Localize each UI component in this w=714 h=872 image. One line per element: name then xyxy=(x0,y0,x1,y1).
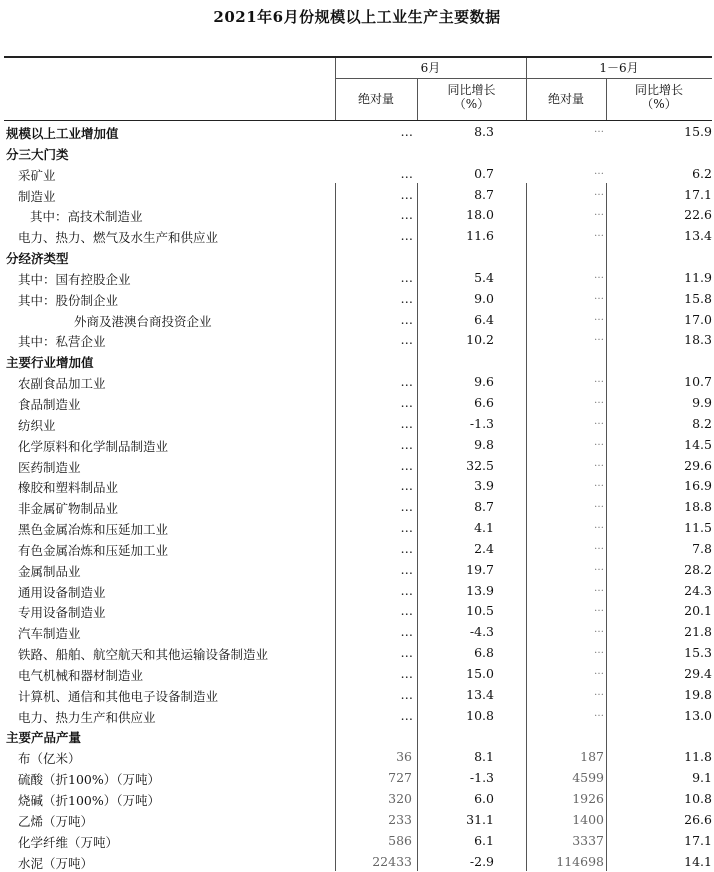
cell-abs-june: … xyxy=(400,228,412,244)
header-abs-1: 绝对量 xyxy=(357,92,394,106)
row-label: 食品制造业 xyxy=(18,396,81,412)
cell-yoy-june: 19.7 xyxy=(466,561,494,577)
cell-yoy-ytd: 9.1 xyxy=(692,770,712,786)
cell-yoy-ytd: 15.8 xyxy=(684,290,712,306)
cell-yoy-ytd: 28.2 xyxy=(684,561,712,577)
cell-yoy-ytd: 17.1 xyxy=(684,832,712,848)
table-row xyxy=(4,767,712,788)
cell-yoy-june: 8.7 xyxy=(474,186,494,202)
table-row xyxy=(4,455,712,476)
cell-abs-june: 320 xyxy=(388,791,412,806)
cell-abs-ytd: 3337 xyxy=(572,832,604,848)
table-row xyxy=(4,142,712,163)
row-label: 有色金属冶炼和压延加工业 xyxy=(18,542,169,558)
table-row xyxy=(4,392,712,413)
row-label: 电力、热力生产和供应业 xyxy=(18,709,156,725)
table-row xyxy=(4,246,712,267)
cell-yoy-ytd: 22.6 xyxy=(684,207,712,223)
cell-yoy-june: -4.3 xyxy=(469,624,494,640)
cell-abs-june: … xyxy=(400,561,412,577)
cell-yoy-ytd: 14.5 xyxy=(684,436,712,452)
cell-yoy-ytd: 17.1 xyxy=(684,186,712,202)
cell-abs-june: 36 xyxy=(396,749,412,765)
cell-yoy-june: -1.3 xyxy=(469,415,494,431)
cell-yoy-ytd: 18.3 xyxy=(684,332,712,348)
row-label: 其中：高技术制造业 xyxy=(30,209,143,225)
cell-yoy-ytd: 10.7 xyxy=(684,374,712,390)
row-label: 主要产品产量 xyxy=(6,730,82,746)
row-label: 橡胶和塑料制品业 xyxy=(18,480,119,496)
table-row xyxy=(4,580,712,601)
cell-yoy-june: 10.2 xyxy=(466,332,494,348)
cell-abs-june: … xyxy=(400,415,412,431)
row-label: 化学纤维（万吨） xyxy=(18,834,119,850)
cell-abs-ytd: … xyxy=(594,124,604,135)
cell-abs-ytd: … xyxy=(594,228,604,240)
cell-abs-june: 22433 xyxy=(372,853,412,869)
cell-abs-ytd: 114698 xyxy=(556,853,604,869)
row-label: 通用设备制造业 xyxy=(18,584,106,600)
row-label: 布（亿米） xyxy=(18,751,81,767)
table-header xyxy=(4,56,712,121)
table-row xyxy=(4,663,712,684)
table-row xyxy=(4,163,712,184)
cell-yoy-ytd: 7.8 xyxy=(692,540,712,556)
cell-abs-ytd: … xyxy=(594,603,604,615)
table-row xyxy=(4,642,712,663)
cell-abs-june: 233 xyxy=(388,811,412,827)
cell-abs-june: … xyxy=(400,582,412,598)
cell-abs-ytd: … xyxy=(594,540,604,552)
cell-abs-ytd: … xyxy=(594,686,604,698)
cell-yoy-june: 13.4 xyxy=(466,686,494,702)
row-label: 制造业 xyxy=(18,188,56,204)
table-row xyxy=(4,538,712,559)
cell-yoy-ytd: 11.9 xyxy=(684,269,712,285)
table-row xyxy=(4,809,712,830)
cell-abs-ytd: … xyxy=(594,415,604,427)
header-abs-2: 绝对量 xyxy=(547,92,584,106)
row-label: 汽车制造业 xyxy=(18,626,81,642)
table-row xyxy=(4,705,712,726)
row-label: 农副食品加工业 xyxy=(18,376,106,392)
cell-yoy-june: 32.5 xyxy=(466,457,494,473)
cell-yoy-june: 9.8 xyxy=(474,436,494,452)
cell-yoy-ytd: 8.2 xyxy=(692,415,712,431)
cell-abs-ytd: … xyxy=(594,207,604,219)
table-row xyxy=(4,371,712,392)
cell-abs-ytd: … xyxy=(594,374,604,386)
header-june: 6月 xyxy=(420,61,441,75)
cell-abs-june: … xyxy=(400,499,412,515)
table-row xyxy=(4,725,712,746)
cell-abs-ytd: 187 xyxy=(580,749,604,765)
cell-abs-ytd: … xyxy=(594,165,604,177)
cell-abs-june: … xyxy=(400,290,412,306)
cell-abs-ytd: … xyxy=(594,186,604,198)
cell-yoy-june: 0.7 xyxy=(474,165,494,181)
table-row xyxy=(4,559,712,580)
cell-abs-june: … xyxy=(400,186,412,202)
cell-abs-ytd: … xyxy=(594,561,604,573)
row-label: 其中：国有控股企业 xyxy=(18,271,131,287)
cell-yoy-ytd: 21.8 xyxy=(684,624,712,640)
table-row xyxy=(4,851,712,872)
cell-yoy-june: -1.3 xyxy=(469,770,494,786)
cell-abs-ytd: … xyxy=(594,520,604,532)
cell-yoy-ytd: 16.9 xyxy=(684,478,712,494)
cell-abs-ytd: … xyxy=(594,457,604,469)
row-label: 采矿业 xyxy=(18,167,56,183)
cell-yoy-ytd: 13.0 xyxy=(684,707,712,723)
cell-yoy-june: 2.4 xyxy=(474,540,494,556)
cell-yoy-june: 10.8 xyxy=(466,707,494,723)
cell-abs-june: … xyxy=(400,645,412,661)
cell-abs-ytd: … xyxy=(594,665,604,677)
cell-yoy-june: 8.1 xyxy=(474,749,494,765)
cell-abs-june: … xyxy=(400,332,412,348)
cell-abs-june: … xyxy=(400,124,412,139)
table-row xyxy=(4,746,712,767)
cell-yoy-june: 10.5 xyxy=(466,603,494,619)
row-label: 黑色金属冶炼和压延加工业 xyxy=(18,522,169,538)
cell-yoy-ytd: 14.1 xyxy=(684,853,712,869)
table-row xyxy=(4,329,712,350)
table-row xyxy=(4,788,712,809)
row-label: 外商及港澳台商投资企业 xyxy=(74,313,212,329)
table-row xyxy=(4,350,712,371)
row-label: 医药制造业 xyxy=(18,459,81,475)
row-label: 金属制品业 xyxy=(18,563,81,579)
row-label: 非金属矿物制品业 xyxy=(18,501,119,517)
cell-abs-ytd: … xyxy=(594,478,604,490)
row-label: 水泥（万吨） xyxy=(18,855,94,871)
cell-abs-ytd: … xyxy=(594,394,604,406)
cell-abs-june: … xyxy=(400,207,412,223)
row-label: 专用设备制造业 xyxy=(18,605,106,621)
table-row xyxy=(4,517,712,538)
row-label: 电气机械和器材制造业 xyxy=(18,667,144,683)
table-row xyxy=(4,413,712,434)
row-label: 乙烯（万吨） xyxy=(18,813,94,829)
row-label: 分经济类型 xyxy=(6,251,69,267)
row-label: 其中：私营企业 xyxy=(18,334,106,350)
cell-yoy-june: 31.1 xyxy=(466,811,494,827)
row-label: 纺织业 xyxy=(18,417,56,433)
row-label: 主要行业增加值 xyxy=(6,355,94,371)
header-jan-june: 1－6月 xyxy=(599,61,639,75)
cell-yoy-ytd: 6.2 xyxy=(692,165,712,181)
cell-abs-ytd: … xyxy=(594,645,604,657)
cell-abs-june: … xyxy=(400,707,412,723)
cell-abs-ytd: 1400 xyxy=(572,811,604,827)
table-body xyxy=(4,121,712,871)
table-row xyxy=(4,496,712,517)
cell-yoy-june: 9.6 xyxy=(474,374,494,390)
cell-abs-june: … xyxy=(400,478,412,494)
page-title: 2021年6月份规模以上工业生产主要数据 xyxy=(213,8,501,26)
cell-abs-june: … xyxy=(400,520,412,536)
cell-abs-june: … xyxy=(400,394,412,410)
row-label: 其中：股份制企业 xyxy=(18,292,119,308)
cell-abs-june: … xyxy=(400,374,412,390)
cell-yoy-ytd: 11.5 xyxy=(684,520,712,536)
cell-abs-ytd: … xyxy=(594,311,604,323)
cell-abs-june: … xyxy=(400,269,412,285)
cell-yoy-june: 13.9 xyxy=(466,582,494,598)
cell-yoy-ytd: 29.6 xyxy=(684,457,712,473)
header-yoy-2: 同比增长 （%） xyxy=(634,83,683,111)
cell-abs-june: … xyxy=(400,624,412,640)
cell-yoy-ytd: 9.9 xyxy=(692,394,712,410)
row-label: 计算机、通信和其他电子设备制造业 xyxy=(18,688,219,704)
cell-yoy-june: 18.0 xyxy=(466,207,494,223)
cell-yoy-ytd: 17.0 xyxy=(684,311,712,327)
cell-yoy-june: 6.1 xyxy=(474,832,494,848)
cell-yoy-june: 6.6 xyxy=(474,394,494,410)
row-label: 分三大门类 xyxy=(6,146,69,162)
row-label: 硫酸（折100%）（万吨） xyxy=(18,772,160,788)
cell-yoy-ytd: 10.8 xyxy=(684,791,712,806)
cell-abs-ytd: … xyxy=(594,582,604,594)
cell-yoy-ytd: 19.8 xyxy=(684,686,712,702)
table-row xyxy=(4,267,712,288)
data-table xyxy=(4,56,712,871)
cell-yoy-ytd: 26.6 xyxy=(684,811,712,827)
table-row xyxy=(4,288,712,309)
cell-abs-ytd: 4599 xyxy=(572,770,604,786)
cell-abs-june: … xyxy=(400,457,412,473)
cell-yoy-june: 6.0 xyxy=(474,791,494,806)
cell-abs-june: 586 xyxy=(388,832,412,848)
cell-abs-june: … xyxy=(400,665,412,681)
table-row xyxy=(4,184,712,205)
table-row xyxy=(4,684,712,705)
cell-yoy-june: 15.0 xyxy=(466,665,494,681)
row-label: 化学原料和化学制品制造业 xyxy=(18,438,169,454)
cell-yoy-ytd: 11.8 xyxy=(684,749,712,765)
cell-abs-june: 727 xyxy=(388,770,412,786)
cell-yoy-june: 8.3 xyxy=(474,124,494,139)
cell-abs-ytd: … xyxy=(594,499,604,511)
cell-yoy-june: 11.6 xyxy=(466,228,494,244)
table-row xyxy=(4,600,712,621)
cell-yoy-ytd: 29.4 xyxy=(684,665,712,681)
cell-yoy-june: 3.9 xyxy=(474,478,494,494)
cell-yoy-ytd: 13.4 xyxy=(684,228,712,244)
cell-abs-june: … xyxy=(400,603,412,619)
cell-yoy-ytd: 15.3 xyxy=(684,645,712,661)
cell-abs-ytd: … xyxy=(594,624,604,636)
cell-yoy-june: 4.1 xyxy=(474,520,494,536)
cell-yoy-june: -2.9 xyxy=(469,853,494,869)
table-row xyxy=(4,121,712,142)
table-row xyxy=(4,830,712,851)
cell-abs-ytd: … xyxy=(594,290,604,302)
row-label: 电力、热力、燃气及水生产和供应业 xyxy=(18,230,219,246)
table-row xyxy=(4,309,712,330)
row-label: 烧碱（折100%）（万吨） xyxy=(18,793,160,808)
cell-yoy-june: 8.7 xyxy=(474,499,494,515)
cell-yoy-ytd: 24.3 xyxy=(684,582,712,598)
cell-yoy-june: 5.4 xyxy=(474,269,494,285)
cell-abs-june: … xyxy=(400,436,412,452)
table-row xyxy=(4,475,712,496)
row-label: 铁路、船舶、航空航天和其他运输设备制造业 xyxy=(18,647,269,663)
cell-abs-june: … xyxy=(400,165,412,181)
cell-yoy-june: 9.0 xyxy=(474,290,494,306)
header-yoy-1: 同比增长 （%） xyxy=(447,83,496,111)
cell-yoy-ytd: 20.1 xyxy=(684,603,712,619)
cell-abs-ytd: … xyxy=(594,332,604,344)
cell-yoy-june: 6.8 xyxy=(474,645,494,661)
cell-abs-june: … xyxy=(400,686,412,702)
table-row xyxy=(4,204,712,225)
row-label: 规模以上工业增加值 xyxy=(6,126,119,141)
cell-abs-ytd: … xyxy=(594,436,604,448)
cell-abs-june: … xyxy=(400,540,412,556)
table-row xyxy=(4,621,712,642)
cell-yoy-june: 6.4 xyxy=(474,311,494,327)
cell-abs-ytd: 1926 xyxy=(572,791,604,806)
cell-yoy-ytd: 18.8 xyxy=(684,499,712,515)
table-row xyxy=(4,434,712,455)
cell-yoy-ytd: 15.9 xyxy=(684,124,712,139)
cell-abs-june: … xyxy=(400,311,412,327)
cell-abs-ytd: … xyxy=(594,269,604,281)
table-row xyxy=(4,225,712,246)
cell-abs-ytd: … xyxy=(594,707,604,719)
